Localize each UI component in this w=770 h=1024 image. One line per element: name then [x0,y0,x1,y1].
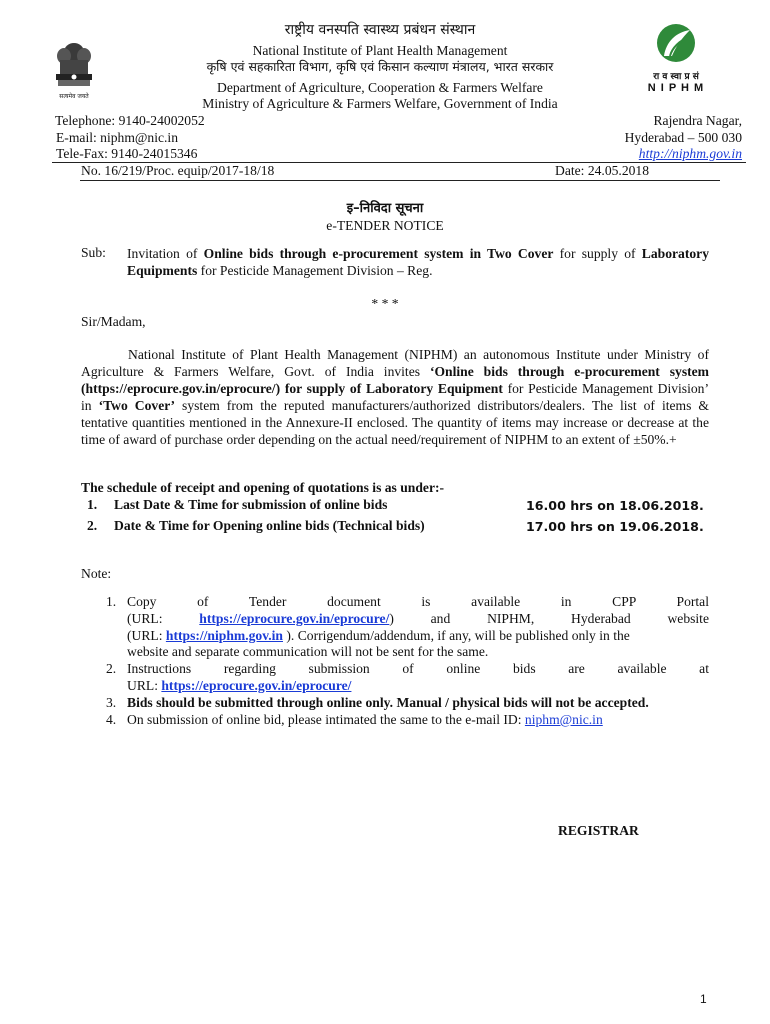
note-item-1-line-3 [127,628,709,645]
body-bold-2: ‘Two Cover’ [98,397,176,413]
subject-part-1: Invitation of [127,246,204,261]
note-item-1 [106,594,709,661]
logo-text: N I P H M [647,82,705,94]
subject-part-2: for supply of [553,246,642,261]
ministry-name: Ministry of Agriculture & Farmers Welfare, Government of India [202,96,558,111]
logo-hindi: रा व स्वा प्र सं [653,72,699,82]
notice-hindi-title: इ–निविदा सूचना [346,201,424,216]
note-item-4-number: 4. [106,711,117,727]
telefax: Tele-Fax: 9140-24015346 [56,146,198,161]
eprocure-link[interactable]: https://eprocure.gov.in/eprocure/ [199,610,390,626]
body-paragraph [81,347,709,448]
email-link[interactable]: niphm@nic.in [524,711,603,727]
schedule-row-1-value: 16.00 hrs on 18.06.2018. [526,498,704,513]
note-item-1-line-4: website and separate communication will not be sent for the same. [127,644,489,660]
schedule-heading: The schedule of receipt and opening of quotations is as under:- [81,480,445,495]
reference-number: No. 16/219/Proc. equip/2017-18/18 [81,163,275,178]
note-item-2-line-1: Instructions regarding submission of online bids are available at [127,661,709,677]
note-item-2-number: 2. [106,661,117,677]
note-item-4 [106,711,709,729]
note-item-1-line-1: Copy of Tender document is available in CPP Portal [127,594,709,609]
hindi-institute-name: राष्ट्रीय वनस्पति स्वास्थ्य प्रबंधन संस्थान [284,22,476,38]
body-part-2: for Pesticide Management Division’ in [81,380,709,413]
body-part-3: system from the reputed manufacturers/authorized distributors/dealers. The list of items & tentative quantities mentioned in the Annexure-II enclosed. The quantity of items may increase or decrease at the time of award of purchase order depending on the actual need/requirement of NIPHM to an extent of ±50%.+ [81,397,709,447]
telephone: Telephone: 9140-24002052 [55,113,205,128]
note-item-1-line-2 [127,611,709,628]
note-item-3 [106,694,709,712]
notice-title: e-TENDER NOTICE [326,218,444,233]
note-item-3-number: 3. [106,694,117,710]
eprocure-instructions-link[interactable]: https://eprocure.gov.in/eprocure/ [161,677,352,693]
schedule-row-2-number: 2. [87,518,98,533]
note-item-3-text: Bids should be submitted through online only. Manual / physical bids will not be accepted. [127,694,649,710]
note-item-1-url-prefix: (URL: [127,610,200,626]
institute-name: National Institute of Plant Health Management [252,43,508,58]
address-line-2: Hyderabad – 500 030 [624,130,742,145]
note-item-1-line-2-rest: ) and NIPHM, Hyderabad website [389,610,709,626]
signature: REGISTRAR [558,823,639,838]
salutation: Sir/Madam, [81,314,146,329]
note-item-1-number: 1. [106,594,117,609]
body-part-1: National Institute of Plant Health Management (NIPHM) an autonomous Institute under Ministry of Agriculture & Farmers Welfare, Govt. of India invites [81,347,709,379]
body-bold-1: ‘Online bids through e-procurement system (https://eprocure.gov.in/eprocure/) for supply of Laboratory Equipment [81,363,709,396]
note-list [106,594,709,728]
note-item-2-line-2 [127,678,709,695]
address-line-1: Rajendra Nagar, [653,113,742,128]
note-item-2-url-prefix: URL: [127,677,162,693]
emblem-caption: सत्यमेव जयते [59,93,89,100]
note-label: Note: [81,566,112,581]
note-item-2 [106,661,709,695]
schedule-row-1-number: 1. [87,497,98,512]
note-item-1-url2-prefix: (URL: [127,627,166,643]
hindi-department: कृषि एवं सहकारिता विभाग, कृषि एवं किसान कल्याण मंत्रालय, भारत सरकार [206,59,554,74]
schedule-row-2-label: Date & Time for Opening online bids (Technical bids) [114,518,425,533]
subject-bold-1: Online bids through e-procurement system in Two Cover [203,246,554,261]
subject-part-3: for Pesticide Management Division – Reg. [197,263,433,278]
department-name: Department of Agriculture, Cooperation & Farmers Welfare [217,80,543,95]
email: E-mail: niphm@nic.in [56,130,179,145]
note-item-4-prefix: On submission of online bid, please intimated the same to the e-mail ID: [127,711,525,727]
schedule-row-2-value: 17.00 hrs on 19.06.2018. [526,519,704,534]
national-emblem [46,36,102,98]
ashoka-lion-emblem-icon [46,36,102,90]
note-item-1-line-3-rest: ). Corrigendum/addendum, if any, will be published only in the [283,627,630,643]
website-link[interactable]: http://niphm.gov.in [638,146,742,161]
reference-underline [80,180,720,181]
niphm-logo [636,22,716,94]
subject-text [127,245,709,279]
page-number: 1 [700,992,707,1006]
reference-date: Date: 24.05.2018 [555,163,650,178]
subject-label: Sub: [81,245,106,260]
schedule-row-1-label: Last Date & Time for submission of online bids [114,497,388,512]
subject-bold-2: Laboratory Equipments [127,246,709,278]
separator: * * * [371,296,399,311]
niphm-link[interactable]: https://niphm.gov.in [165,627,283,643]
note-item-4-text [127,712,709,729]
